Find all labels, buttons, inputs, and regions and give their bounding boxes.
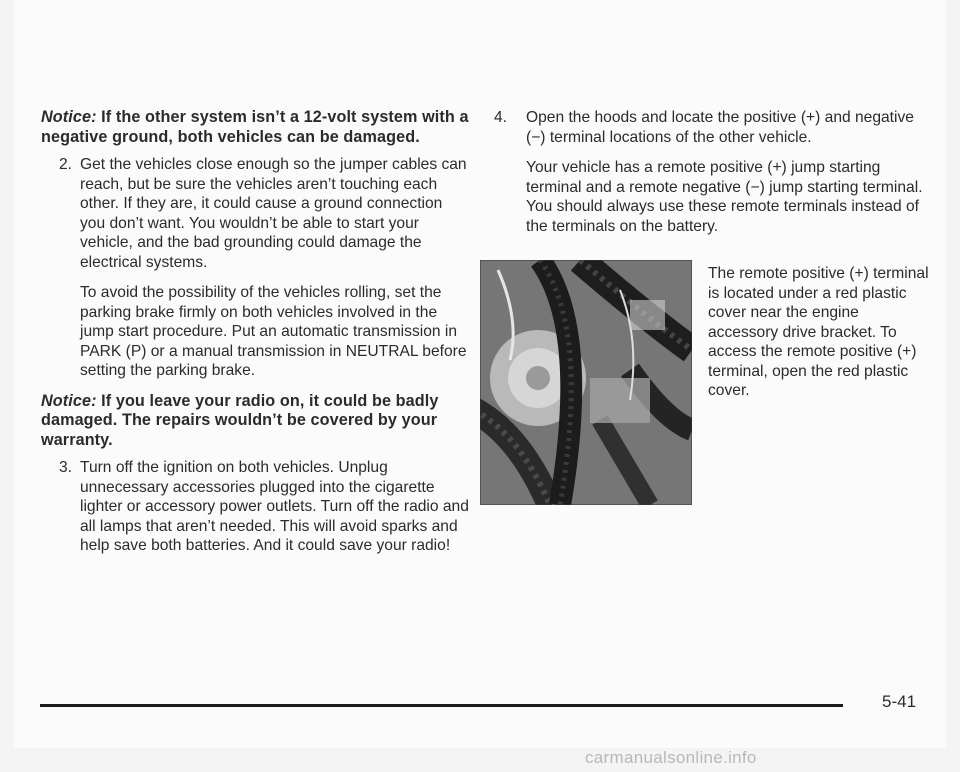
step-3 — [59, 458, 471, 556]
step-2-paragraph-2: To avoid the possibility of the vehicles rolling, set the parking brake firmly on both vehicles involved in the jump start procedure. Put an automatic transmission in PARK (P) or a manual transmission in NEUTRAL before setting the parking brake. — [80, 284, 467, 379]
photo-caption: The remote positive (+) terminal is located under a red plastic cover near the engine accessory drive bracket. To access the remote positive (+) terminal, open the red plastic cover. — [708, 265, 929, 399]
step-number: 2. — [59, 156, 73, 173]
notice-label: Notice: — [41, 391, 97, 410]
step-4-paragraph: Open the hoods and locate the positive (+) and negative (−) terminal locations of the other vehicle. — [526, 109, 914, 146]
step-4 — [494, 108, 934, 147]
remote-terminal-paragraph: Your vehicle has a remote positive (+) jump starting terminal and a remote negative (−) jump starting terminal. You should always use these remote terminals instead of the terminals on the battery. — [526, 159, 923, 235]
left-column — [41, 108, 471, 567]
step-2 — [59, 155, 471, 381]
footer-rule — [40, 704, 843, 707]
step-3-paragraph: Turn off the ignition on both vehicles. Unplug unnecessary accessories plugged into the cigarette lighter or accessory power outlets. Turn off the radio and all lamps that aren’t needed. This will avoid sparks and help save both batteries. And it could save your radio! — [80, 459, 469, 554]
step-body — [526, 108, 934, 147]
notice-radio — [41, 392, 471, 451]
step-body — [80, 458, 471, 556]
notice-text: If the other system isn’t a 12-volt system with a negative ground, both vehicles can be damaged. — [41, 108, 469, 146]
right-column — [494, 108, 934, 236]
step-2-paragraph-1: Get the vehicles close enough so the jumper cables can reach, but be sure the vehicles aren’t touching each other. If they are, it could cause a ground connection you don’t want. You wouldn’t be able to start your vehicle, and the bad grounding could damage the electrical systems. — [80, 156, 467, 271]
notice-text: If you leave your radio on, it could be badly damaged. The repairs wouldn’t be covered by your warranty. — [41, 391, 439, 449]
step-number: 3. — [59, 459, 73, 476]
step-number: 4. — [494, 109, 508, 126]
step-body — [80, 155, 471, 381]
notice-label: Notice: — [41, 108, 97, 126]
page-number: 5-41 — [882, 692, 917, 711]
watermark: carmanualsonline.info — [585, 748, 757, 767]
engine-photo — [480, 260, 692, 505]
notice-ground-system — [41, 108, 471, 147]
engine-photo-image — [480, 260, 692, 505]
